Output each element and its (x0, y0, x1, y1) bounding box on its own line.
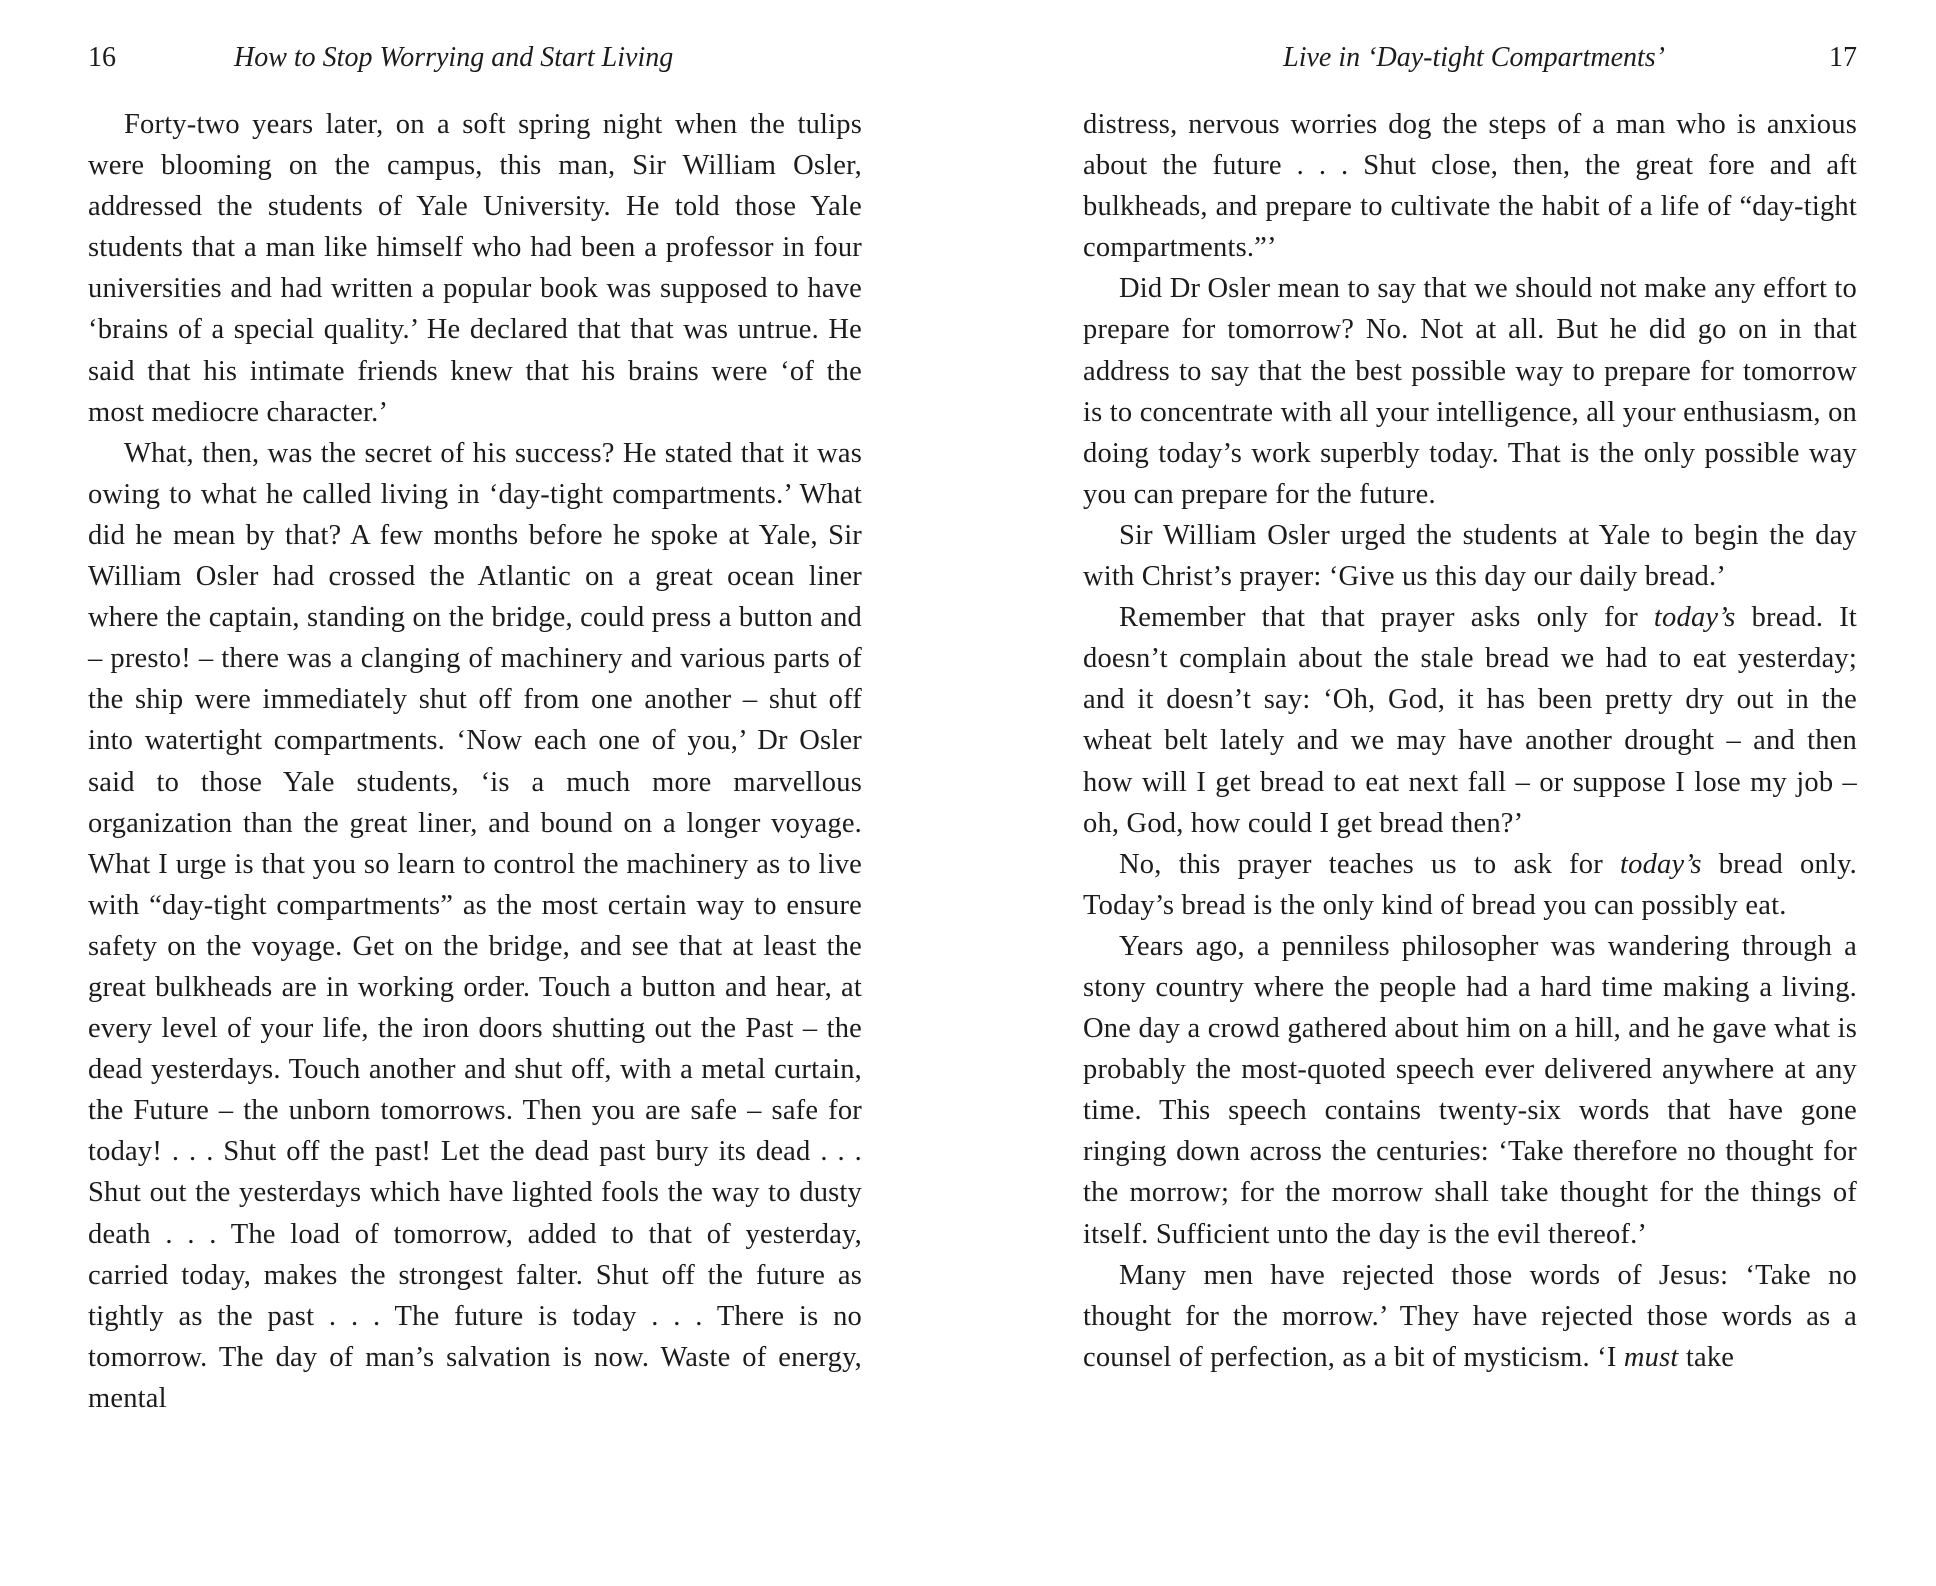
paragraph: Remember that that prayer asks only for today’s bread. It doesn’t complain about the stale bread we had to eat yesterday; and it doesn’t say: ‘Oh, God, it has been pretty dry out in the wheat belt lately and we may have another drought – and then how will I get bread to eat next fall – or suppose I lose my job – oh, God, how could I get bread then?’ (1083, 602, 1857, 839)
emphasis: must (1623, 1341, 1679, 1373)
paragraph: Forty-two years later, on a soft spring night when the tulips were blooming on the campus, this man, Sir William Osler, addressed the students of Yale University. He told those Yale students that a man like himself who had been a professor in four universities and had written a popular book was supposed to have ‘brains of a special quality.’ He declared that that was untrue. He said that his intimate friends knew that his brains were ‘of the most mediocre character.’ (88, 109, 862, 428)
paragraph: No, this prayer teaches us to ask for today’s bread only. Today’s bread is the only kind of bread you can possibly eat. (1083, 848, 1857, 921)
right-page-header (1083, 42, 1857, 82)
page-number-left: 16 (88, 42, 116, 73)
emphasis: today’s (1653, 602, 1736, 634)
left-page-body (88, 104, 862, 1419)
right-page-body (1083, 104, 1857, 1378)
left-page-header (88, 42, 862, 82)
paragraph: Many men have rejected those words of Jesus: ‘Take no thought for the morrow.’ They have rejected those words as a counsel of perfection, as a bit of mysticism. ‘I must take (1083, 1259, 1857, 1373)
paragraph: distress, nervous worries dog the steps of a man who is anxious about the future . . . Shut close, then, the great fore and aft bulkheads, and prepare to cultivate the habit of a life of “day-tight compartments.”’ (1083, 109, 1857, 264)
right-page (1083, 0, 1857, 1586)
running-head-left: How to Stop Worrying and Start Living (234, 42, 674, 73)
paragraph: What, then, was the secret of his success? He stated that it was owing to what he called living in ‘day-tight compartments.’ What did he mean by that? A few months before he spoke at Yale, Sir William Osler had crossed the Atlantic on a great ocean liner where the captain, standing on the bridge, could press a button and – presto! – there was a clanging of machinery and various parts of the ship were immediately shut off from one another – shut off into watertight compartments. ‘Now each one of you,’ Dr Osler said to those Yale students, ‘is a much more marvellous organization than the great liner, and bound on a longer voyage. What I urge is that you so learn to control the machinery as to live with “day-tight compartments” as the most certain way to ensure safety on the voyage. Get on the bridge, and see that at least the great bulkheads are in working order. Touch a button and hear, at every level of your life, the iron doors shutting out the Past – the dead yesterdays. Touch another and shut off, with a metal curtain, the Future – the unborn tomorrows. Then you are safe – safe for today! . . . Shut off the past! Let the dead past bury its dead . . . Shut out the yesterdays which have lighted fools the way to dusty death . . . The load of tomorrow, added to that of yesterday, carried today, makes the strongest falter. Shut off the future as tightly as the past . . . The future is today . . . There is no tomorrow. The day of man’s salvation is now. Waste of energy, mental (88, 437, 862, 1414)
running-head-right: Live in ‘Day-tight Compartments’ (1283, 42, 1665, 73)
paragraph: Sir William Osler urged the students at Yale to begin the day with Christ’s prayer: ‘Give us this day our daily bread.’ (1083, 519, 1857, 593)
page-number-right: 17 (1829, 42, 1857, 73)
emphasis: today’s (1620, 848, 1702, 880)
paragraph: Years ago, a penniless philosopher was wandering through a stony country where the people had a hard time making a living. One day a crowd gathered about him on a hill, and he gave what is probably the most-quoted speech ever delivered anywhere at any time. This speech contains twenty-six words that have gone ringing down across the centuries: ‘Take therefore no thought for the morrow; for the morrow shall take thought for the things of itself. Sufficient unto the day is the evil thereof.’ (1083, 930, 1857, 1250)
paragraph: Did Dr Osler mean to say that we should not make any effort to prepare for tomorrow? No. Not at all. But he did go on in that address to say that the best possible way to prepare for tomorrow is to concentrate with all your intelligence, all your enthusiasm, on doing today’s work superbly today. That is the only possible way you can prepare for the future. (1083, 273, 1857, 510)
left-page (88, 0, 862, 1586)
